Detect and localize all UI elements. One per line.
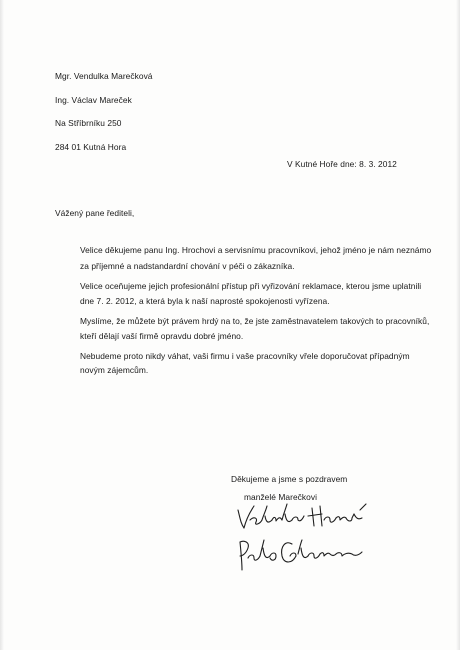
paragraph-1-line-1: Velice děkujeme panu Ing. Hrochovi a servisnímu pracovníkovi, jehož jméno je nám neznámo bbox=[80, 245, 432, 255]
date-line: V Kutné Hoře dne: 8. 3. 2012 bbox=[287, 159, 397, 169]
sender-name-2: Ing. Václav Mareček bbox=[55, 95, 132, 105]
paragraph-4-line-2: novým zájemcům. bbox=[80, 365, 149, 375]
scan-edge bbox=[0, 0, 4, 650]
signature-1 bbox=[232, 500, 372, 534]
paragraph-2-line-2: dne 7. 2. 2012, a která byla k naší naprosté spokojenosti vyřízena. bbox=[80, 296, 330, 306]
paragraph-3-line-2: kteří dělají vaší firmě opravdu dobré jméno. bbox=[80, 331, 244, 341]
paragraph-2-line-1: Velice oceňujeme jejich profesionální přístup při vyřizování reklamace, kterou jsme uplatnili bbox=[80, 281, 422, 291]
paragraph-4-line-1: Nebudeme proto nikdy váhat, vaši firmu i vaše pracovníky vřele doporučovat případným bbox=[80, 351, 410, 361]
salutation: Vážený pane řediteli, bbox=[55, 208, 135, 218]
sender-city: 284 01 Kutná Hora bbox=[55, 142, 127, 152]
signed-by: manželé Marečkovi bbox=[244, 492, 317, 502]
closing-line: Děkujeme a jsme s pozdravem bbox=[231, 474, 348, 484]
scan-edge bbox=[456, 0, 460, 650]
sender-name-1: Mgr. Vendulka Marečková bbox=[55, 71, 153, 81]
paragraph-1-line-2: za příjemné a nadstandardní chování v péči o zákazníka. bbox=[80, 261, 295, 271]
signature-2 bbox=[236, 534, 366, 574]
sender-street: Na Stříbrníku 250 bbox=[55, 118, 122, 128]
paragraph-3-line-1: Myslíme, že můžete být právem hrdý na to, že jste zaměstnavatelem takových to pracovníků, bbox=[80, 316, 430, 326]
